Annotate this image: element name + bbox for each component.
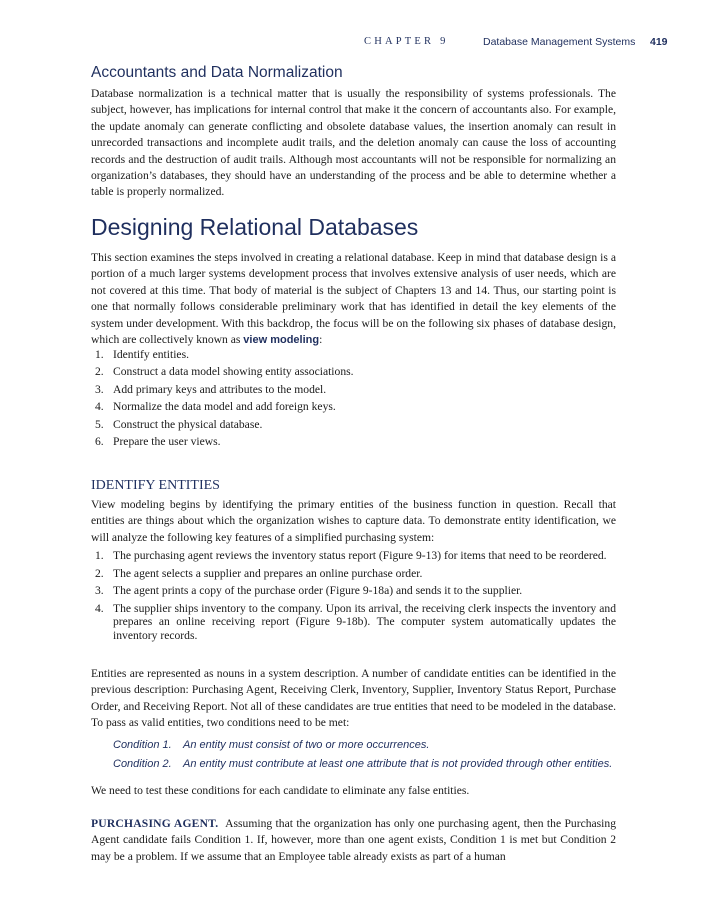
purchasing-features-list: [91, 549, 616, 647]
view-modeling-term: view modeling: [243, 334, 320, 347]
designing-databases-heading: Designing Relational Databases: [91, 214, 419, 240]
designing-databases-intro: [91, 250, 616, 348]
list-number: 5.: [95, 417, 104, 431]
list-item: [91, 584, 616, 598]
identify-entities-paragraph: View modeling begins by identifying the primary entities of the business function in question. Recall that entities are things about which the organization wishes to capture data. To demonstrate entity identification, we will analyze the following key features of a simplified purchasing system:: [91, 498, 616, 544]
list-text: Construct the physical database.: [113, 417, 263, 431]
list-text: Normalize the data model and add foreign keys.: [113, 400, 336, 414]
list-item: [91, 416, 616, 433]
condition-label: Condition 2.: [113, 758, 172, 770]
condition-label: Condition 1.: [113, 739, 172, 751]
page-number: 419: [650, 36, 668, 48]
purchasing-agent-runin-heading: PURCHASING AGENT.: [91, 817, 219, 830]
condition-1: [113, 739, 429, 751]
list-item: [91, 433, 616, 450]
normalization-paragraph: Database normalization is a technical matter that is usually the responsibility of systems professionals. The subject, however, has implications for internal control that make it the concern of accountants also. For example, the update anomaly can generate conflicting and obsolete database values, the insertion anomaly can result in unrecorded transactions and incomplete audit trails, and the deletion anomaly can cause the loss of accounting records and the destruction of audit trails. Although most accountants will not be responsible for normalizing an organization’s databases, they should have an understanding of the process and be able to determine whether a table is properly normalized.: [91, 87, 616, 199]
test-conditions-section: [91, 783, 616, 799]
list-text: Prepare the user views.: [113, 435, 221, 449]
identify-entities-heading: IDENTIFY ENTITIES: [91, 478, 220, 493]
list-number: 3.: [95, 382, 104, 396]
chapter-label: CHAPTER 9: [364, 36, 449, 47]
purchasing-agent-text: Assuming that the organization has only one purchasing agent, then the Purchasing Agent candidate fails Condition 1. If, however, more than one agent exists, Condition 1 is met but Condition 2 may be a problem. If we assume that an Employee table already exists as part of a human: [91, 817, 617, 863]
identify-entities-intro: [91, 497, 616, 546]
intro-colon: :: [319, 333, 323, 347]
list-item: [91, 398, 616, 415]
list-number: 2.: [95, 566, 104, 580]
list-number: 4.: [95, 601, 104, 615]
list-text: Identify entities.: [113, 348, 189, 361]
list-number: 4.: [95, 400, 104, 414]
list-item: [91, 363, 616, 380]
list-item: [91, 602, 616, 643]
accountants-normalization-heading: Accountants and Data Normalization: [91, 64, 343, 81]
list-number: 1.: [95, 348, 104, 361]
list-text: Add primary keys and attributes to the model.: [113, 382, 327, 396]
list-item: [91, 381, 616, 398]
candidate-entities-paragraph: Entities are represented as nouns in a system description. A number of candidate entities can be identified in the previous description: Purchasing Agent, Receiving Clerk, Inventory, Supplier, Inventory Status Report, Purchase Order, and Receiving Report. Not all of these candidates are true entities that need to be modeled in the database. To pass as valid entities, two conditions need to be met:: [91, 667, 616, 730]
list-number: 6.: [95, 435, 104, 449]
list-text: The supplier ships inventory to the company. Upon its arrival, the receiving clerk inspects the inventory and prepares an online receiving report (Figure 9-18b). The computer system automatically updates the inventory records.: [113, 601, 616, 642]
list-text: The purchasing agent reviews the inventory status report (Figure 9-13) for items that need to be reordered.: [113, 549, 607, 562]
candidate-entities-section: [91, 666, 616, 732]
designing-intro-paragraph: [91, 250, 616, 348]
purchasing-agent-section: [91, 816, 616, 865]
list-text: Construct a data model showing entity associations.: [113, 365, 354, 379]
purchasing-agent-paragraph: [91, 816, 616, 865]
chapter-title: Database Management Systems: [483, 36, 636, 48]
list-text: The agent prints a copy of the purchase order (Figure 9-18a) and sends it to the supplier.: [113, 584, 523, 598]
design-phases-list: [91, 346, 616, 450]
list-number: 1.: [95, 549, 104, 562]
list-item: [91, 549, 616, 563]
accountants-normalization-section: [91, 86, 616, 201]
list-text: The agent selects a supplier and prepares an online purchase order.: [113, 566, 423, 580]
running-header: [0, 36, 719, 50]
list-number: 3.: [95, 584, 104, 598]
list-number: 2.: [95, 365, 104, 379]
condition-2: [113, 758, 612, 770]
list-item: [91, 567, 616, 581]
intro-text: This section examines the steps involved in creating a relational database. Keep in mind that database design is a portion of a much larger systems development process that involves extensive analysis of user needs, which are not covered at this time. That body of material is the subject of Chapters 13 and 14. Thus, our starting point is one that normally follows considerable preliminary work that has identified in detail the key elements of the system under development. With this backdrop, the focus will be on the following six phases of database design, which are collectively known as: [91, 251, 616, 347]
condition-text: An entity must consist of two or more occurrences.: [183, 739, 430, 751]
condition-text: An entity must contribute at least one attribute that is not provided through other entities.: [183, 758, 613, 770]
list-item: [91, 346, 616, 363]
test-conditions-paragraph: We need to test these conditions for each candidate to eliminate any false entities.: [91, 784, 470, 797]
